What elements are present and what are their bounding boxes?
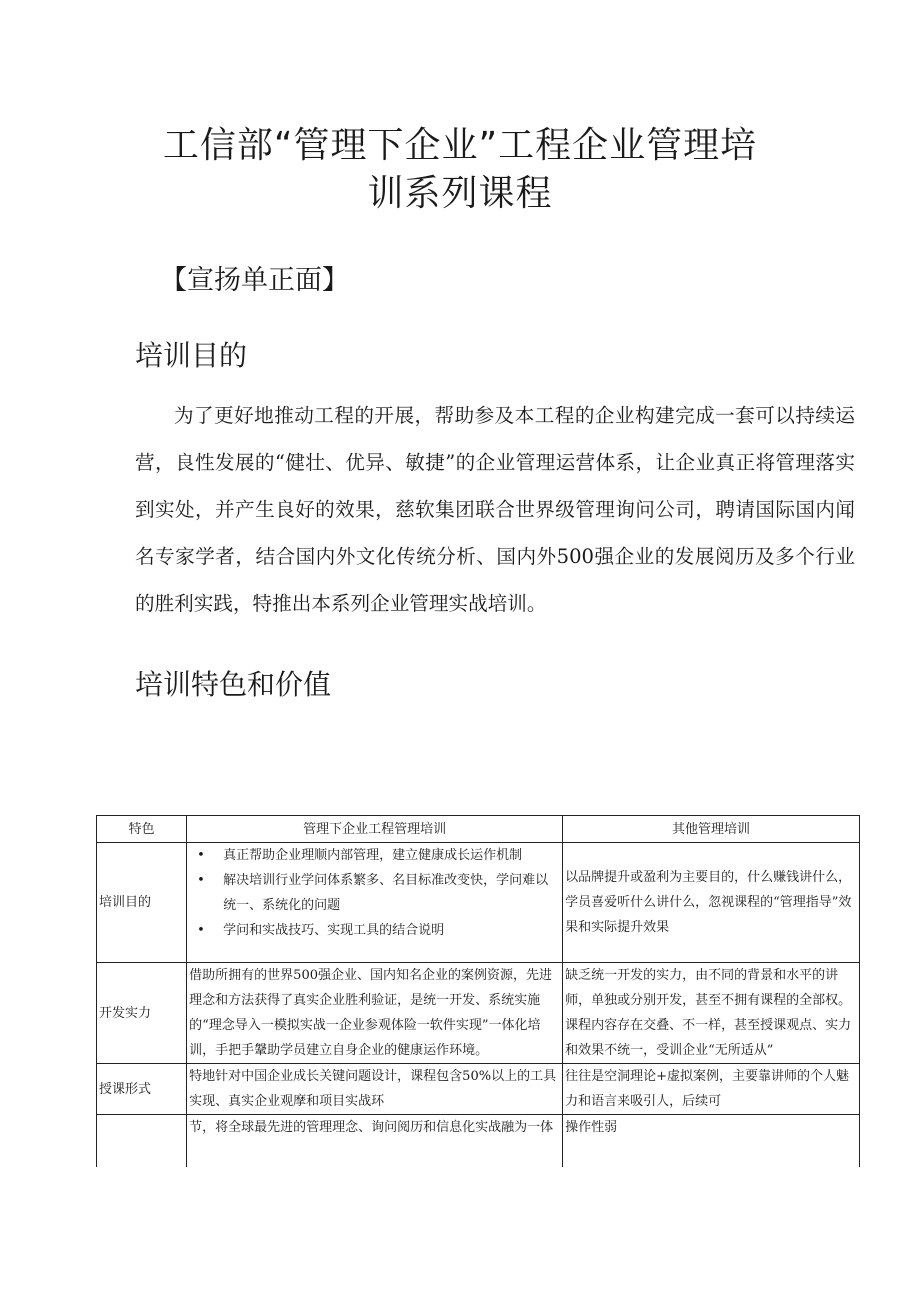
list-item: • 解决培训行业学问体系繁多、名目标准改变快，学问难以统一、系统化的问题: [195, 868, 560, 918]
row-other: 往往是空洞理论+虚拟案例，主要靠讲师的个人魅力和语言来吸引人，后续可: [563, 1064, 860, 1115]
row-feature: 授课形式: [97, 1064, 187, 1115]
program-bullet-list: [189, 843, 560, 943]
document-title: [0, 122, 920, 218]
section-heading-features: 培训特色和价值: [135, 668, 332, 701]
row-other: 以品牌提升或盈利为主要目的，什么赚钱讲什么，学员喜爱听什么讲什么，忽视课程的“管理指导”效果和实际提升效果: [563, 843, 860, 963]
purpose-paragraph: 为了更好地推动工程的开展，帮助参及本工程的企业构建完成一套可以持续运营，良性发展的“健壮、优异、敏捷”的企业管理运营体系，让企业真正将管理落实到实处，并产生良好的效果，慈软集团联合世界级管理询问公司，聘请国际国内闻名专家学者，结合国内外文化传统分析、国内外500强企业的发展阅历及多个行业的胜利实践，特推出本系列企业管理实战培训。: [135, 404, 855, 615]
row-other: 操作性弱: [563, 1115, 860, 1167]
row-feature: 开发实力: [97, 963, 187, 1064]
title-line-2: 训系列课程: [367, 173, 553, 214]
header-feature: 特色: [97, 816, 187, 843]
list-item: • 学问和实战技巧、实现工具的结合说明: [195, 918, 560, 943]
row-feature: [97, 1115, 187, 1167]
row-program: 特地针对中国企业成长关键问题设计，课程包含50%以上的工具实现、真实企业观摩和项目实战环: [187, 1064, 563, 1115]
row-program: 节，将全球最先进的管理理念、询问阅历和信息化实战融为一体: [187, 1115, 563, 1167]
section-heading-purpose: 培训目的: [135, 339, 248, 372]
table-row: [97, 843, 860, 963]
list-item: • 真正帮助企业理顺内部管理，建立健康成长运作机制: [195, 843, 560, 868]
table-header-row: [97, 816, 860, 843]
table-row: [97, 963, 860, 1064]
row-program: [187, 843, 563, 963]
header-program: 管理下企业工程管理培训: [187, 816, 563, 843]
flyer-label: 【宣扬单正面】: [160, 265, 349, 296]
table-row: [97, 1064, 860, 1115]
comparison-table: [96, 815, 860, 1167]
row-feature: 培训目的: [97, 843, 187, 963]
header-other: 其他管理培训: [563, 816, 860, 843]
table-row: [97, 1115, 860, 1167]
title-line-1: 工信部“管理下企业”工程企业管理培: [162, 125, 758, 166]
row-program: 借助所拥有的世界500强企业、国内知名企业的案例资源，先进理念和方法获得了真实企业胜利验证，是统一开发、系统实施的“理念导入一模拟实战一企业参观体险一软件实现”一体化培训，手把手鞶助学员建立自身企业的健康运作环境。: [187, 963, 563, 1064]
row-other: 缺乏统一开发的实力，由不同的背景和水平的讲师，单独或分别开发，甚至不拥有课程的全部权。课程内容存在交叠、不一样，甚至授课观点、实力和效果不统一，受训企业“无所适从”: [563, 963, 860, 1064]
